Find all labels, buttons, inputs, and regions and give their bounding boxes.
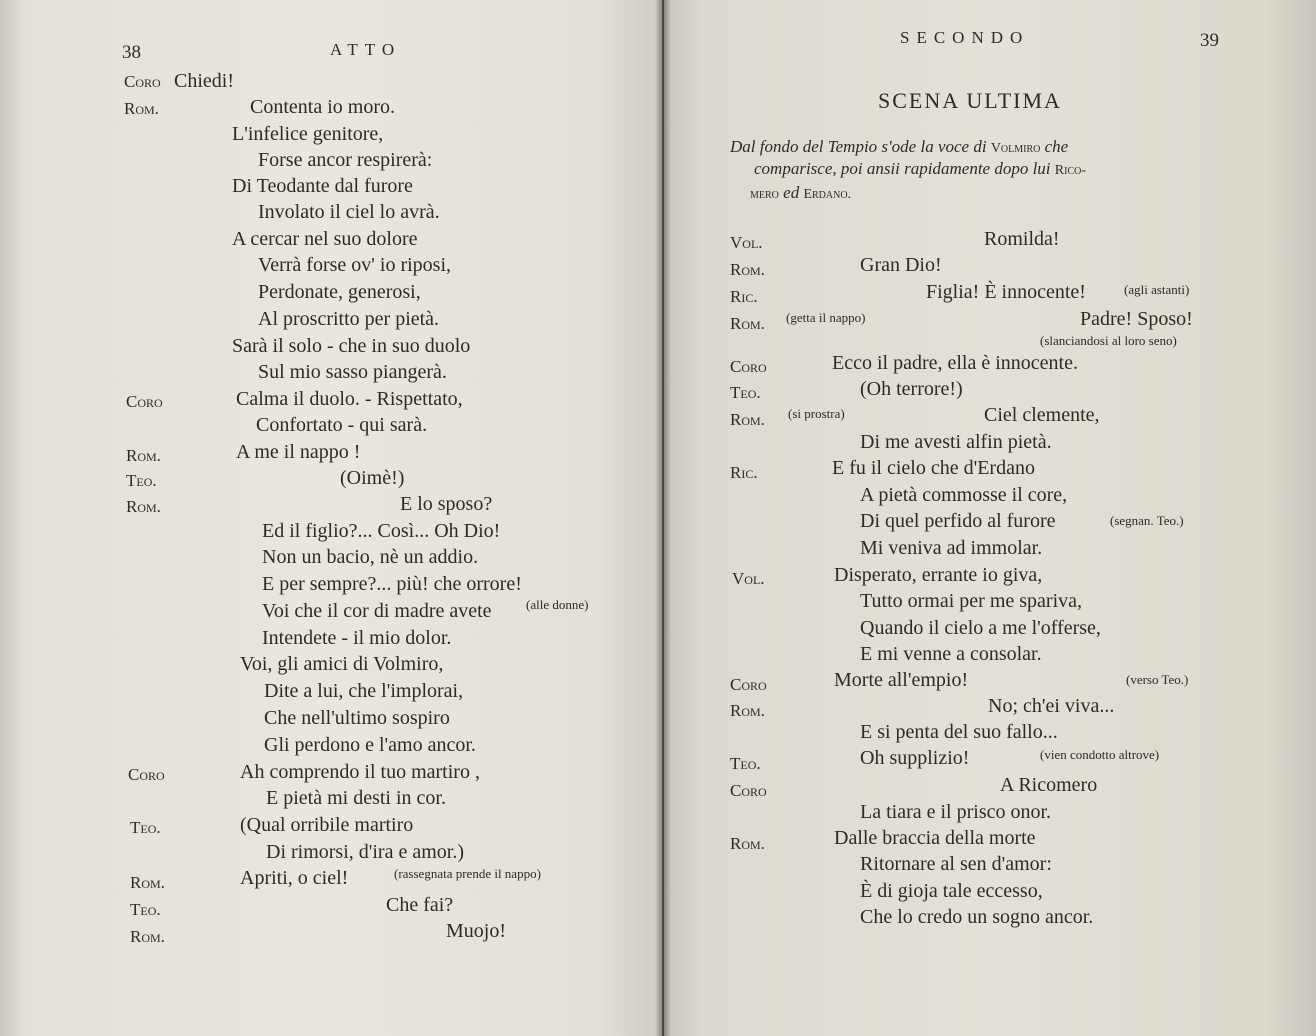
speaker-label: Rom. — [126, 497, 161, 516]
speaker-label: Rom. — [124, 99, 159, 118]
speaker-label: Rom. — [730, 834, 765, 853]
verse-line: Verrà forse ov' io riposi, — [258, 254, 451, 276]
speaker-label: Rom. — [126, 446, 161, 465]
verse-line: Confortato - qui sarà. — [256, 414, 428, 436]
verse-line: Ritornare al sen d'amor: — [860, 853, 1052, 875]
verse-line: Voi, gli amici di Volmiro, — [240, 653, 444, 675]
running-head: ATTO — [330, 40, 402, 59]
right-page — [664, 0, 1316, 1036]
verse-line: L'infelice genitore, — [232, 123, 384, 145]
verse-line: Dite a lui, che l'implorai, — [264, 680, 464, 702]
verse-line: Sarà il solo - che in suo duolo — [232, 335, 471, 357]
speaker-label: Teo. — [126, 471, 157, 490]
character-name: Volmiro — [990, 141, 1041, 156]
verse-line: (Oimè!) — [340, 467, 405, 489]
verse-line: Al proscritto per pietà. — [258, 308, 440, 330]
verse-line: Perdonate, generosi, — [258, 281, 421, 303]
verse-line: E lo sposo? — [400, 493, 493, 515]
verse-line: Involato il ciel lo avrà. — [258, 201, 440, 223]
verse-line: (Qual orribile martiro — [240, 814, 414, 836]
verse-line: E per sempre?... più! che orrore! — [262, 573, 522, 595]
speaker-label: Teo. — [730, 383, 761, 402]
stage-direction: (vien condotto altrove) — [1040, 747, 1160, 762]
speaker-label: Coro — [730, 357, 767, 376]
verse-line: Oh supplizio! — [860, 747, 970, 769]
stage-direction: (si prostra) — [788, 406, 845, 421]
speaker-label: Teo. — [130, 818, 161, 837]
stage-direction-intro-line3 — [750, 183, 851, 203]
verse-line: Non un bacio, nè un addio. — [262, 546, 479, 568]
stage-direction: (alle donne) — [526, 597, 589, 612]
stage-direction: (agli astanti) — [1124, 282, 1190, 297]
scene-title: SCENA ULTIMA — [878, 88, 1062, 113]
stage-text: comparisce, poi ansii rapidamente dopo lui — [754, 159, 1051, 178]
speaker-label: Rom. — [730, 410, 765, 429]
verse-line: Chiedi! — [174, 70, 234, 92]
stage-text: Dal fondo del Tempio s'ode la voce di — [730, 137, 987, 156]
verse-line: E mi venne a consolar. — [860, 643, 1042, 665]
verse-line: Di quel perfido al furore — [860, 510, 1056, 532]
verse-line: A cercar nel suo dolore — [232, 228, 418, 250]
stage-direction: (slanciandosi al loro seno) — [1040, 333, 1177, 348]
stage-direction: (rassegnata prende il nappo) — [394, 866, 541, 881]
stage-direction-intro — [730, 137, 1068, 157]
speaker-label: Rom. — [730, 260, 765, 279]
verse-line: Apriti, o ciel! — [240, 867, 349, 889]
verse-line: La tiara e il prisco onor. — [860, 801, 1052, 823]
book-gutter — [655, 0, 671, 1036]
speaker-label: Coro — [124, 72, 161, 91]
speaker-label: Rom. — [730, 314, 765, 333]
character-name: mero — [750, 187, 779, 202]
page-number: 39 — [1200, 30, 1219, 51]
speaker-label: Coro — [730, 781, 767, 800]
verse-line: Che lo credo un sogno ancor. — [860, 906, 1094, 928]
speaker-label: Rom. — [730, 701, 765, 720]
verse-line: È di gioja tale eccesso, — [860, 880, 1043, 902]
speaker-label: Coro — [128, 765, 165, 784]
stage-direction: (segnan. Teo.) — [1110, 513, 1184, 528]
verse-line: Muojo! — [446, 920, 506, 942]
character-name: Rico- — [1054, 163, 1087, 178]
verse-line: Di rimorsi, d'ira e amor.) — [266, 841, 464, 863]
verse-line: (Oh terrore!) — [860, 378, 963, 400]
verse-line: A Ricomero — [1000, 774, 1098, 796]
verse-line: Forse ancor respirerà: — [258, 149, 433, 171]
speaker-label: Ric. — [730, 287, 758, 306]
speaker-label: Coro — [730, 675, 767, 694]
stage-text: ed — [783, 183, 800, 202]
verse-line: Di me avesti alfin pietà. — [860, 431, 1052, 453]
stage-direction: (getta il nappo) — [786, 310, 866, 325]
verse-line: Mi veniva ad immolar. — [860, 537, 1043, 559]
running-head: SECONDO — [900, 28, 1030, 47]
speaker-label: Vol. — [730, 233, 763, 252]
verse-line: A me il nappo ! — [236, 441, 361, 463]
verse-line: Romilda! — [984, 228, 1060, 250]
page-number: 38 — [122, 42, 141, 63]
verse-line: E si penta del suo fallo... — [860, 721, 1058, 743]
verse-line: No; ch'ei viva... — [988, 695, 1115, 717]
verse-line: Che fai? — [386, 894, 454, 916]
verse-line: E pietà mi desti in cor. — [266, 787, 446, 809]
verse-line: E fu il cielo che d'Erdano — [832, 457, 1035, 479]
speaker-label: Teo. — [730, 754, 761, 773]
verse-line: Ecco il padre, ella è innocente. — [832, 352, 1078, 374]
stage-direction-intro-line2 — [754, 159, 1086, 179]
verse-line: Voi che il cor di madre avete — [262, 600, 492, 622]
verse-line: Tutto ormai per me spariva, — [860, 590, 1083, 612]
speaker-label: Rom. — [130, 927, 165, 946]
verse-line: Gran Dio! — [860, 254, 942, 276]
verse-line: Ed il figlio?... Così... Oh Dio! — [262, 520, 501, 542]
verse-line: Disperato, errante io giva, — [834, 564, 1043, 586]
verse-line: Dalle braccia della morte — [834, 827, 1036, 849]
verse-line: Intendete - il mio dolor. — [262, 627, 452, 649]
character-name: Erdano. — [803, 187, 852, 202]
speaker-label: Coro — [126, 392, 163, 411]
verse-line: Di Teodante dal furore — [232, 175, 413, 197]
speaker-label: Ric. — [730, 463, 758, 482]
verse-line: Ciel clemente, — [984, 404, 1100, 426]
verse-line: A pietà commosse il core, — [860, 484, 1068, 506]
verse-line: Gli perdono e l'amo ancor. — [264, 734, 476, 756]
verse-line: Morte all'empio! — [834, 669, 969, 691]
speaker-label: Rom. — [130, 873, 165, 892]
verse-line: Figlia! È innocente! — [926, 281, 1086, 303]
stage-text: che — [1044, 137, 1069, 156]
verse-line: Calma il duolo. - Rispettato, — [236, 388, 463, 410]
verse-line: Ah comprendo il tuo martiro , — [240, 761, 480, 783]
speaker-label: Vol. — [732, 569, 765, 588]
verse-line: Padre! Sposo! — [1080, 308, 1193, 330]
speaker-label: Teo. — [130, 900, 161, 919]
verse-line: Quando il cielo a me l'offerse, — [860, 617, 1101, 639]
verse-line: Che nell'ultimo sospiro — [264, 707, 450, 729]
verse-line: Contenta io moro. — [250, 96, 395, 118]
verse-line: Sul mio sasso piangerà. — [258, 361, 447, 383]
stage-direction: (verso Teo.) — [1126, 672, 1189, 687]
